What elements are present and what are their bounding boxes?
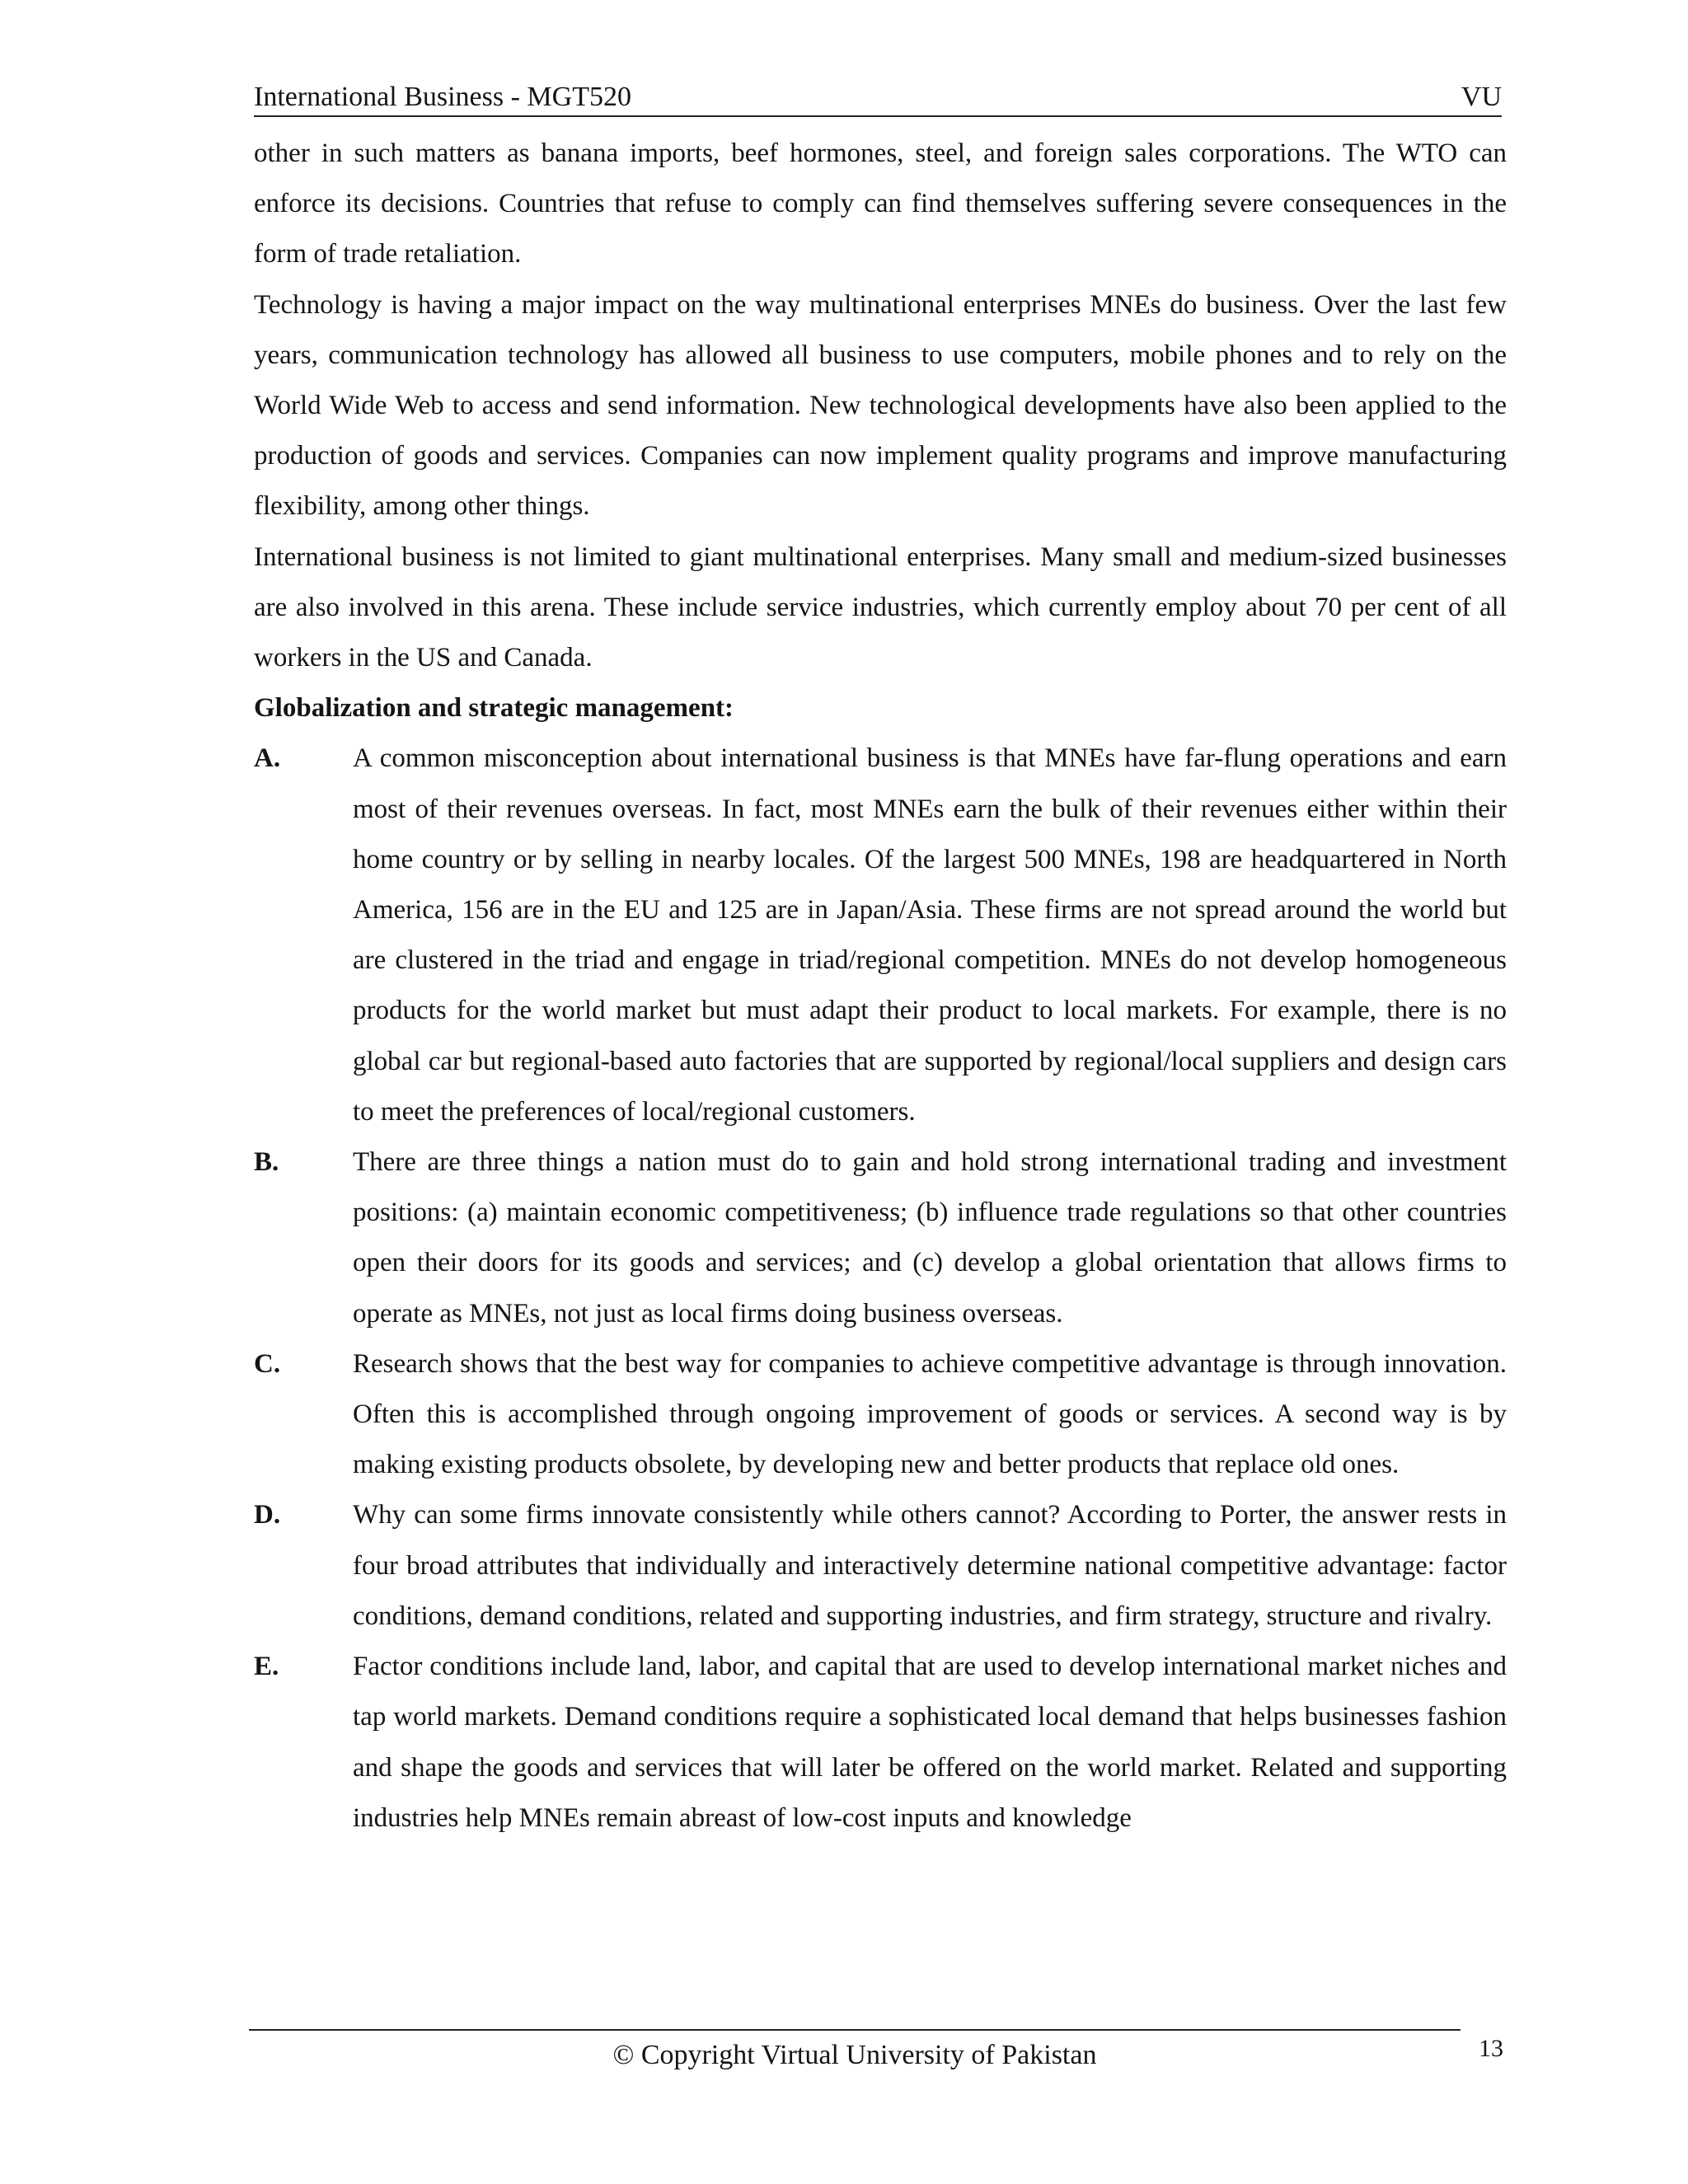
list-item [254,1339,1507,1491]
page-number: 13 [1479,2035,1503,2062]
list-item-text: Research shows that the best way for companies to achieve competitive advantage is through innovation. Often this is accomplished through ongoing improvement of goods or services. A second way is by making existing products obsolete, by developing new and better products that replace old ones. [353,1348,1507,1480]
list-item [254,1490,1507,1642]
list-item [254,733,1507,1137]
page-header [254,76,1502,117]
list-item-text: A common misconception about international business is that MNEs have far-flung operations and earn most of their revenues overseas. In fact, most MNEs earn the bulk of their revenues either within their home country or by selling in nearby locales. Of the largest 500 MNEs, 198 are headquartered in North America, 156 are in the EU and 125 are in Japan/Asia. These firms are not spread around the world but are clustered in the triad and engage in triad/regional competition. MNEs do not develop homogeneous products for the world market but must adapt their product to local markets. For example, there is no global car but regional-based auto factories that are supported by regional/local suppliers and design cars to meet the preferences of local/regional customers. [353,743,1507,1127]
list-marker: B. [254,1147,279,1178]
list-item-text: Why can some firms innovate consistently while others cannot? According to Porter, the answer rests in four broad attributes that individually and interactively determine national competitive advantage: factor conditions, demand conditions, related and supporting industries, and firm strategy, structure and rivalry. [353,1500,1507,1631]
paragraph: International business is not limited to giant multinational enterprises. Many small and medium-sized businesses are also involved in this arena. These include service industries, which currently employ about 70 per cent of all workers in the US and Canada. [254,541,1507,673]
lettered-list [254,733,1507,1843]
university-code: VU [1461,82,1502,112]
list-marker: A. [254,743,281,774]
course-title: International Business - MGT520 [254,82,631,112]
list-marker: D. [254,1500,281,1530]
list-item [254,1137,1507,1339]
list-marker: C. [254,1348,281,1379]
list-item-text: Factor conditions include land, labor, and capital that are used to develop international market niches and tap world markets. Demand conditions require a sophisticated local demand that helps businesses fashion and shape the goods and services that will later be offered on the world market. Related and supporting industries help MNEs remain abreast of low-cost inputs and knowledge [353,1652,1507,1833]
document-body [254,129,1507,1844]
footer-divider [249,2029,1461,2031]
paragraph: Technology is having a major impact on the way multinational enterprises MNEs do business. Over the last few years, communication technology has allowed all business to use computers, mobile phones and to rely on the World Wide Web to access and send information. New technological developments have also been applied to the production of goods and services. Companies can now implement quality programs and improve manufacturing flexibility, among other things. [254,289,1507,522]
copyright-footer: © Copyright Virtual University of Pakistan [612,2040,1097,2070]
section-heading: Globalization and strategic management: [254,693,734,724]
list-item-text: There are three things a nation must do to gain and hold strong international trading and investment positions: (a) maintain economic competitiveness; (b) influence trade regulations so that other countries open their doors for its goods and services; and (c) develop a global orientation that allows firms to operate as MNEs, not just as local firms doing business overseas. [353,1147,1507,1329]
list-marker: E. [254,1652,279,1682]
paragraph: other in such matters as banana imports, beef hormones, steel, and foreign sales corporations. The WTO can enforce its decisions. Countries that refuse to comply can find themselves suffering severe consequences in the form of trade retaliation. [254,138,1507,269]
list-item [254,1642,1507,1844]
